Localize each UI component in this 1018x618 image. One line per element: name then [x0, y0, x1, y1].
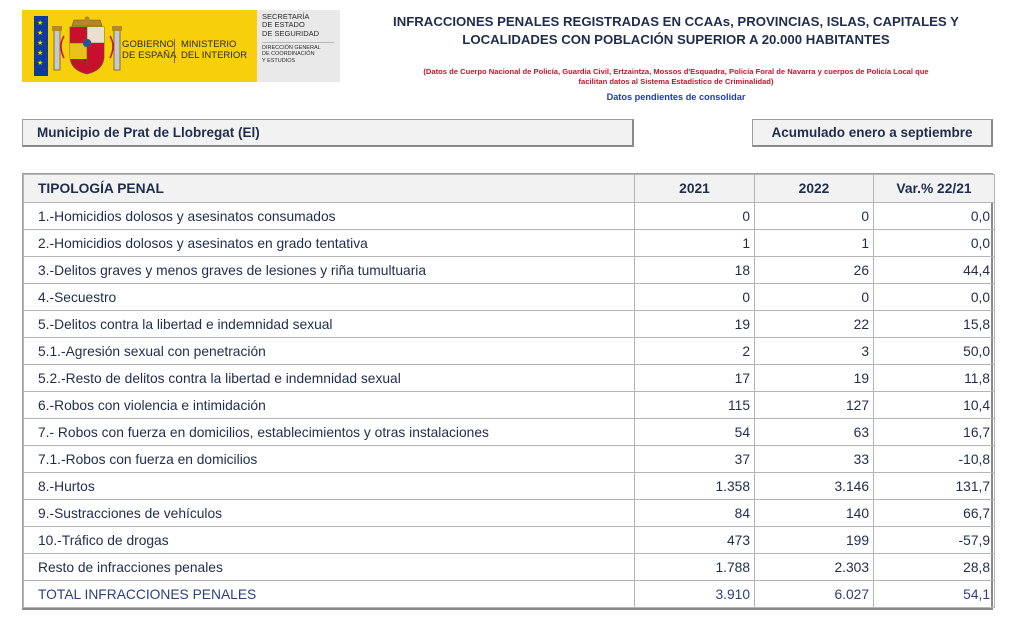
header-tipologia: TIPOLOGÍA PENAL — [24, 175, 635, 203]
cell-2022: 2.303 — [755, 554, 874, 581]
crime-table-container — [22, 173, 993, 610]
secretaria-line-1: SECRETARÍA — [262, 12, 310, 21]
cell-variation: 11,8 — [874, 365, 995, 392]
cell-2022: 127 — [755, 392, 874, 419]
table-row — [24, 527, 995, 554]
cell-2021: 17 — [635, 365, 755, 392]
table-row — [24, 419, 995, 446]
table-header-row — [24, 175, 995, 203]
table-total-row — [24, 581, 995, 608]
title-line-1: INFRACCIONES PENALES REGISTRADAS EN CCAAs, PROVINCIAS, ISLAS, CAPITALES Y — [393, 14, 959, 29]
table-row — [24, 311, 995, 338]
table-row — [24, 230, 995, 257]
table-body — [24, 203, 995, 608]
page-title — [352, 13, 1000, 49]
direccion-line-1: DIRECCIÓN GENERAL — [262, 45, 321, 52]
title-line-2: LOCALIDADES CON POBLACIÓN SUPERIOR A 20.000 HABITANTES — [462, 32, 890, 47]
cell-2022: 6.027 — [755, 581, 874, 608]
cell-variation: 0,0 — [874, 230, 995, 257]
secretaria-label — [262, 13, 340, 38]
cell-tipologia: 5.1.-Agresión sexual con penetración — [24, 338, 635, 365]
cell-variation: 54,1 — [874, 581, 995, 608]
cell-variation: 66,7 — [874, 500, 995, 527]
table-row — [24, 338, 995, 365]
cell-variation: 10,4 — [874, 392, 995, 419]
table-row — [24, 554, 995, 581]
period-label: Acumulado enero a septiembre — [752, 119, 993, 147]
ministerio-line-1: MINISTERIO — [181, 39, 237, 50]
secretaria-line-2: DE ESTADO — [262, 20, 305, 30]
sources-line-2: facilitan datos al Sistema Estadístico de Criminalidad) — [578, 77, 774, 86]
cell-2022: 22 — [755, 311, 874, 338]
municipality-label: Municipio de Prat de Llobregat (El) — [22, 119, 634, 147]
gobierno-line-2: DE ESPAÑA — [122, 50, 177, 61]
direccion-line-3: Y ESTUDIOS — [262, 57, 296, 64]
cell-2021: 3.910 — [635, 581, 755, 608]
cell-variation: -57,9 — [874, 527, 995, 554]
cell-tipologia: 9.-Sustracciones de vehículos — [24, 500, 635, 527]
ministerio-line-2: DEL INTERIOR — [181, 50, 248, 61]
cell-tipologia: 1.-Homicidios dolosos y asesinatos consumados — [24, 203, 635, 230]
table-row — [24, 365, 995, 392]
cell-2022: 0 — [755, 284, 874, 311]
cell-2021: 1.788 — [635, 554, 755, 581]
cell-2022: 199 — [755, 527, 874, 554]
cell-2022: 63 — [755, 419, 874, 446]
cell-2021: 54 — [635, 419, 755, 446]
cell-tipologia: TOTAL INFRACCIONES PENALES — [24, 581, 635, 608]
header-2021: 2021 — [635, 175, 755, 203]
cell-variation: 50,0 — [874, 338, 995, 365]
cell-variation: 0,0 — [874, 284, 995, 311]
cell-2021: 1 — [635, 230, 755, 257]
cell-tipologia: 10.-Tráfico de drogas — [24, 527, 635, 554]
table-row — [24, 500, 995, 527]
header-variation: Var.% 22/21 — [874, 175, 995, 203]
cell-tipologia: 8.-Hurtos — [24, 473, 635, 500]
direccion-label — [262, 42, 334, 64]
table-row — [24, 473, 995, 500]
direccion-line-2: DE COORDINACIÓN — [262, 51, 315, 58]
cell-2022: 0 — [755, 203, 874, 230]
table-row — [24, 446, 995, 473]
cell-2021: 84 — [635, 500, 755, 527]
cell-2022: 3 — [755, 338, 874, 365]
government-logo — [22, 10, 340, 82]
table-row — [24, 257, 995, 284]
cell-2021: 18 — [635, 257, 755, 284]
crime-table — [23, 174, 995, 608]
cell-tipologia: 5.-Delitos contra la libertad e indemnidad sexual — [24, 311, 635, 338]
eu-flag-icon: ★ ★ ★ ★ ★ — [34, 16, 48, 76]
cell-tipologia: 4.-Secuestro — [24, 284, 635, 311]
cell-2022: 33 — [755, 446, 874, 473]
logo-yellow-panel — [22, 10, 257, 82]
cell-2022: 140 — [755, 500, 874, 527]
cell-2021: 0 — [635, 284, 755, 311]
cell-2021: 19 — [635, 311, 755, 338]
cell-tipologia: 7.1.-Robos con fuerza en domicilios — [24, 446, 635, 473]
cell-tipologia: 2.-Homicidios dolosos y asesinatos en grado tentativa — [24, 230, 635, 257]
table-row — [24, 284, 995, 311]
cell-variation: -10,8 — [874, 446, 995, 473]
cell-tipologia: 7.- Robos con fuerza en domicilios, establecimientos y otras instalaciones — [24, 419, 635, 446]
cell-2022: 26 — [755, 257, 874, 284]
cell-2021: 115 — [635, 392, 755, 419]
pending-note: Datos pendientes de consolidar — [606, 92, 746, 102]
cell-variation: 0,0 — [874, 203, 995, 230]
cell-2021: 473 — [635, 527, 755, 554]
cell-variation: 44,4 — [874, 257, 995, 284]
cell-tipologia: 6.-Robos con violencia e intimidación — [24, 392, 635, 419]
cell-variation: 16,7 — [874, 419, 995, 446]
secretaria-line-3: DE SEGURIDAD — [262, 28, 320, 38]
cell-2021: 2 — [635, 338, 755, 365]
cell-variation: 131,7 — [874, 473, 995, 500]
table-row — [24, 203, 995, 230]
cell-2021: 37 — [635, 446, 755, 473]
cell-variation: 28,8 — [874, 554, 995, 581]
cell-tipologia: 3.-Delitos graves y menos graves de lesiones y riña tumultuaria — [24, 257, 635, 284]
data-sources-note — [352, 67, 1000, 87]
logo-grey-panel — [257, 10, 340, 82]
cell-variation: 15,8 — [874, 311, 995, 338]
coat-of-arms-icon — [50, 16, 124, 78]
cell-tipologia: Resto de infracciones penales — [24, 554, 635, 581]
header-2022: 2022 — [755, 175, 874, 203]
cell-tipologia: 5.2.-Resto de delitos contra la libertad e indemnidad sexual — [24, 365, 635, 392]
cell-2022: 3.146 — [755, 473, 874, 500]
cell-2021: 0 — [635, 203, 755, 230]
sources-line-1: (Datos de Cuerpo Nacional de Policía, Guardia Civil, Ertzaintza, Mossos d'Esquadra, Policía Foral de Navarra y cuerpos de Policía Local que — [423, 67, 929, 76]
cell-2022: 1 — [755, 230, 874, 257]
table-row — [24, 392, 995, 419]
cell-2021: 1.358 — [635, 473, 755, 500]
cell-2022: 19 — [755, 365, 874, 392]
gobierno-line-1: GOBIERNO — [122, 39, 175, 50]
gobierno-label — [122, 39, 177, 61]
ministerio-label — [174, 39, 247, 63]
